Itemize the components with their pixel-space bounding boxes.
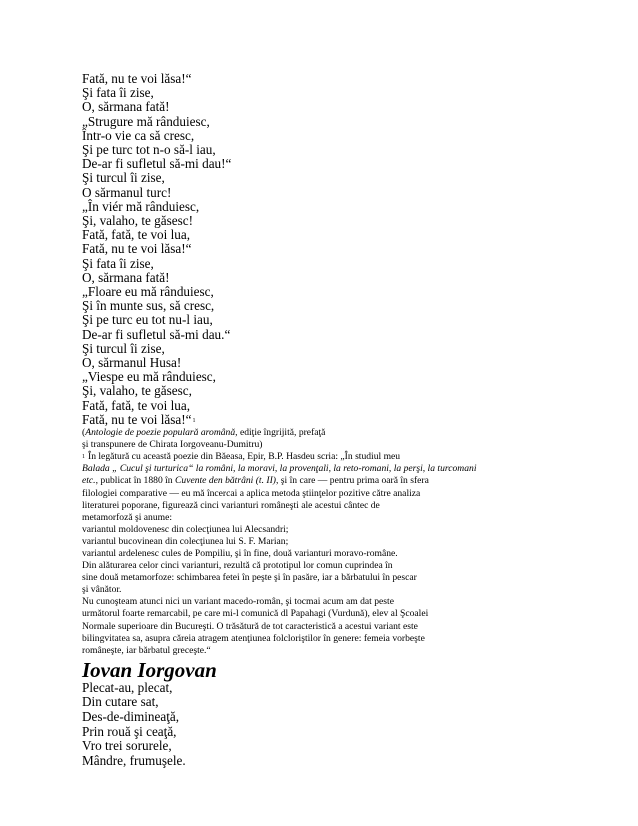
poem-line: Şi, valaho, te găsesc, — [82, 383, 192, 399]
footnote-etc: etc. — [82, 475, 96, 487]
poem-line: De-ar fi sufletul să-mi dau!“ — [82, 156, 232, 172]
footnote-line: variantul bucovinean din colecţiunea lui S. F. Marian; — [82, 535, 289, 547]
footnote-line: bilingvitatea sa, asupra căreia atragem atenţiunea folcloriştilor în genere: femeia vorbeşte — [82, 632, 425, 644]
footnote-line: sine două metamorfoze: schimbarea fetei în peşte şi în pasăre, iar a bărbatului în pescar — [82, 572, 417, 584]
poem-line: Şi fata îi zise, — [82, 85, 154, 101]
source-title: Antologie de poezie populară aromână — [85, 427, 236, 439]
footnote-italic-work: Cuvente den bătrâni (t. II) — [175, 475, 276, 487]
poem-line: Şi pe turc tot n-o să-l iau, — [82, 142, 216, 158]
footnote-line: variantul ardelenesc cules de Pompiliu, şi în fine, două varianturi moravo-române. — [82, 548, 398, 560]
poem-line: „Floare eu mă rânduiesc, — [82, 284, 214, 300]
footnote-line-2 — [82, 463, 582, 475]
poem-line: Prin rouă şi ceaţă, — [82, 723, 177, 739]
poem-line: Din cutare sat, — [82, 694, 159, 710]
footnote-reference: 1 — [192, 417, 196, 424]
footnote-line: Normale superioare din Bucureşti. O trăsătură de tot caracteristică a acestui variant este — [82, 620, 418, 632]
footnote-line: metamorfoză şi anume: — [82, 511, 173, 523]
poem-line: Fată, nu te voi lăsa!“ — [82, 71, 192, 86]
footnote-marker: 1 — [82, 454, 85, 461]
poem-line: Plecat-au, plecat, — [82, 679, 173, 695]
section-poem — [82, 681, 582, 769]
source-citation — [82, 427, 582, 439]
poem-line: Şi fata îi zise, — [82, 255, 154, 271]
footnote-line-1 — [82, 451, 582, 463]
poem-line: „Strugure mă rânduiesc, — [82, 113, 210, 129]
poem-line: Şi turcul îi zise, — [82, 170, 165, 186]
source-open-paren: ( — [82, 427, 86, 439]
source-citation-line2: şi transpunere de Chirata Iorgoveanu-Dumitru) — [82, 439, 263, 451]
footnote-line-3 — [82, 475, 582, 487]
poem-line: O, sărmanul Husa! — [82, 355, 182, 371]
footnote-line: româneşte, iar bărbatul greceşte.“ — [82, 644, 211, 656]
poem-line: Mândre, frumuşele. — [82, 752, 186, 768]
footnote-line: variantul moldovenesc din colecţiunea lui Alecsandri; — [82, 523, 289, 535]
poem-line: O, sărmana fată! — [82, 269, 170, 285]
poem-line: Şi în munte sus, să cresc, — [82, 298, 215, 314]
footnote-text: În legătură cu această poezie din Băeasa, Epir, B.P. Hasdeu scria: „În studiul meu — [88, 451, 401, 463]
poem-line: „Viespe eu mă rânduiesc, — [82, 369, 216, 385]
footnote-line: şi vânător. — [82, 584, 122, 596]
footnote-line: Nu cunoşteam atunci nici un variant macedo-român, şi tocmai acum am dat peste — [82, 596, 394, 608]
footnote-line: filologiei comparative — eu mă încercai a aplica metoda ştiinţelor pozitive către analiza — [82, 487, 421, 499]
poem-line: Vro trei sorurele, — [82, 738, 172, 754]
footnote-italic-title: Balada „ Cucul şi turturica“ la români, la moravi, la provenţali, la reto-romani, la perşi, la turcomani — [82, 463, 477, 475]
poem-line: O, sărmana fată! — [82, 99, 170, 115]
poem-line: Şi, valaho, te găsesc! — [82, 213, 193, 229]
footnote-text: , publicat în 1880 în — [95, 475, 175, 487]
poem-line: O sărmanul turc! — [82, 184, 172, 200]
page-content — [82, 72, 582, 768]
poem-line: Şi pe turc eu tot nu-l iau, — [82, 312, 213, 328]
footnote-line: Din alăturarea celor cinci varianturi, rezultă că prototipul lor comun cuprindea în — [82, 560, 393, 572]
section-title: Iovan Iorgovan — [82, 657, 217, 682]
footnote-text: , şi în care — pentru prima oară în sfera — [275, 475, 429, 487]
poem-line-text: Fată, nu te voi lăsa!“ — [82, 411, 192, 427]
poem-line: „În viér mă rânduiesc, — [82, 198, 200, 214]
source-rest: , ediţie îngrijită, prefaţă — [235, 427, 326, 439]
poem-line: Fată, fată, te voi lua, — [82, 227, 191, 243]
poem-line: Fată, fată, te voi lua, — [82, 397, 191, 413]
poem-line: Şi turcul îi zise, — [82, 340, 165, 356]
poem-line: Într-o vie ca să cresc, — [82, 127, 195, 143]
footnote-line: literaturei poporane, figurează cinci varianturi româneşti ale acestui cântec de — [82, 499, 380, 511]
poem-line-last — [82, 413, 582, 427]
poem-line: Fată, nu te voi lăsa!“ — [82, 241, 192, 257]
footnote-body — [82, 488, 582, 657]
poem-block — [82, 72, 582, 413]
footnote-line: următorul foarte remarcabil, pe care mi-l comunică dl Papahagi (Vurdună), elev al Şcoalei — [82, 608, 429, 620]
poem-line: Des-de-dimineaţă, — [82, 709, 180, 725]
poem-line: De-ar fi sufletul să-mi dau.“ — [82, 326, 231, 342]
